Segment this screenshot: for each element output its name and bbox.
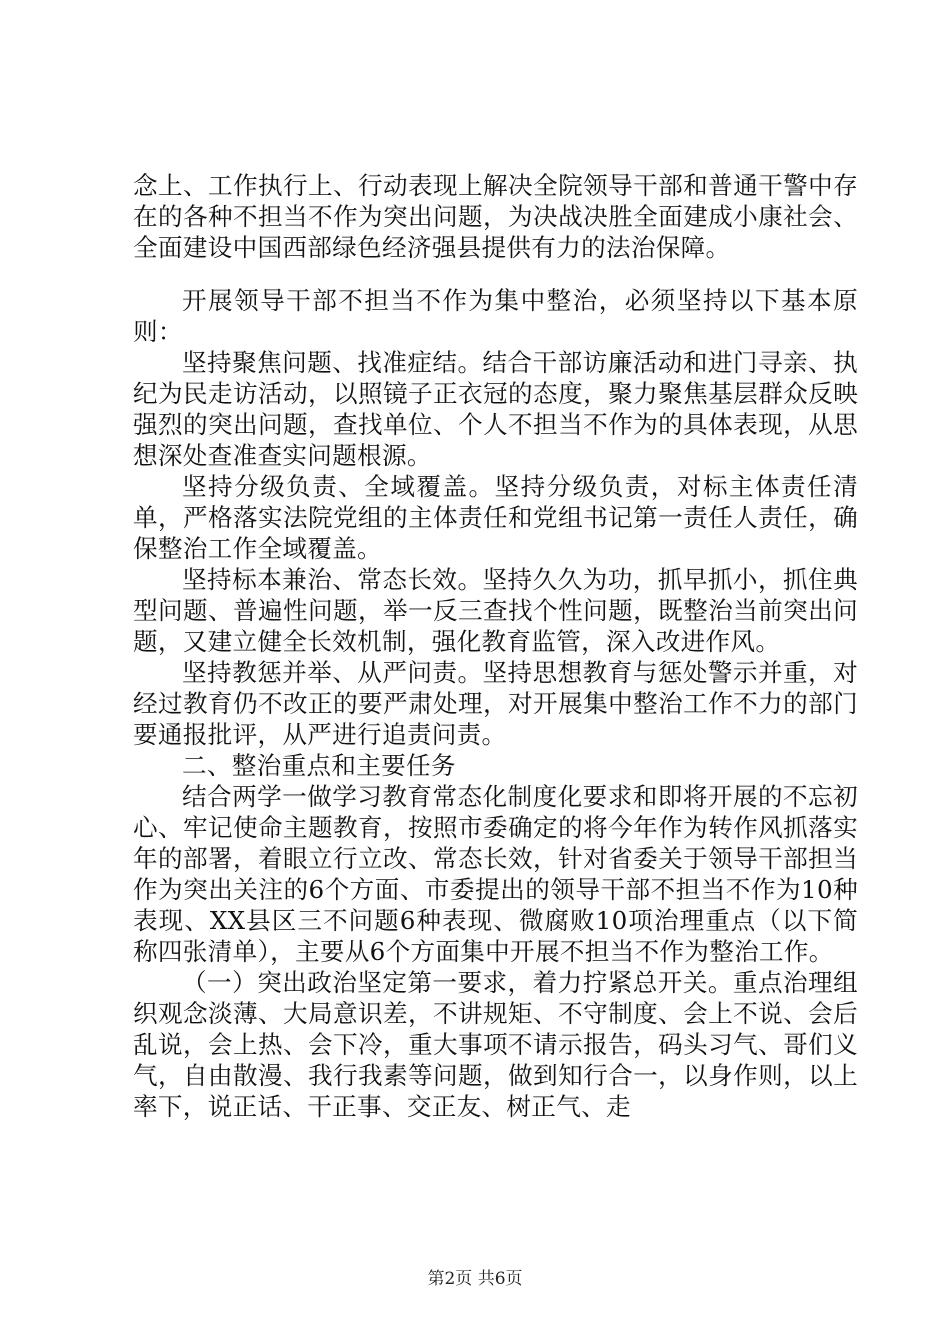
paragraph-continuation: 念上、工作执行上、行动表现上解决全院领导干部和普通干警中存在的各种不担当不作为突出问题，为决战决胜全面建成小康社会、全面建设中国西部绿色经济强县提供有力的法治保障。 bbox=[133, 171, 858, 262]
section-heading-tasks: 二、整治重点和主要任务 bbox=[182, 751, 456, 780]
paragraph-task-one: （一）突出政治坚定第一要求，着力拧紧总开关。重点治理组织观念淡薄、大局意识差，不讲规矩、不守制度、会上不说、会后乱说，会上热、会下冷，重大事项不请示报告，码头习气、哥们义气，自由散漫、我行我素等问题，做到知行合一，以身作则，以上率下，说正话、干正事、交正友、树正气、走 bbox=[133, 968, 858, 1121]
paragraph-principle-responsibility: 坚持分级负责、全域覆盖。坚持分级负责，对标主体责任清单，严格落实法院党组的主体责任和党组书记第一责任人责任，确保整治工作全域覆盖。 bbox=[133, 472, 858, 563]
paragraph-principles-intro: 开展领导干部不担当不作为集中整治，必须坚持以下基本原则： bbox=[133, 286, 858, 346]
paragraph-principle-accountability: 坚持教惩并举、从严问责。坚持思想教育与惩处警示并重，对经过教育仍不改正的要严肃处理，对开展集中整治工作不力的部门要通报批评，从严进行追责问责。 bbox=[133, 658, 858, 749]
page-number-footer: 第2页 共6页 bbox=[427, 1269, 523, 1289]
paragraph-tasks-overview: 结合两学一做学习教育常态化制度化要求和即将开展的不忘初心、牢记使命主题教育，按照市委确定的将今年作为转作风抓落实年的部署，着眼立行立改、常态长效，针对省委关于领导干部担当作为突出关注的6个方面、市委提出的领导干部不担当不作为10种表现、XX县区三不问题6种表现、微腐败10项治理重点（以下简称四张清单），主要从6个方面集中开展不担当不作为整治工作。 bbox=[133, 782, 858, 966]
document-body bbox=[133, 170, 858, 1122]
paragraph-principle-long-term: 坚持标本兼治、常态长效。坚持久久为功，抓早抓小，抓住典型问题、普遍性问题，举一反三查找个性问题，既整治当前突出问题，又建立健全长效机制，强化教育监管，深入改进作风。 bbox=[133, 565, 858, 656]
paragraph-principle-focus: 坚持聚焦问题、找准症结。结合干部访廉活动和进门寻亲、执纪为民走访活动，以照镜子正衣冠的态度，聚力聚焦基层群众反映强烈的突出问题，查找单位、个人不担当不作为的具体表现，从思想深处查准查实问题根源。 bbox=[133, 348, 858, 470]
